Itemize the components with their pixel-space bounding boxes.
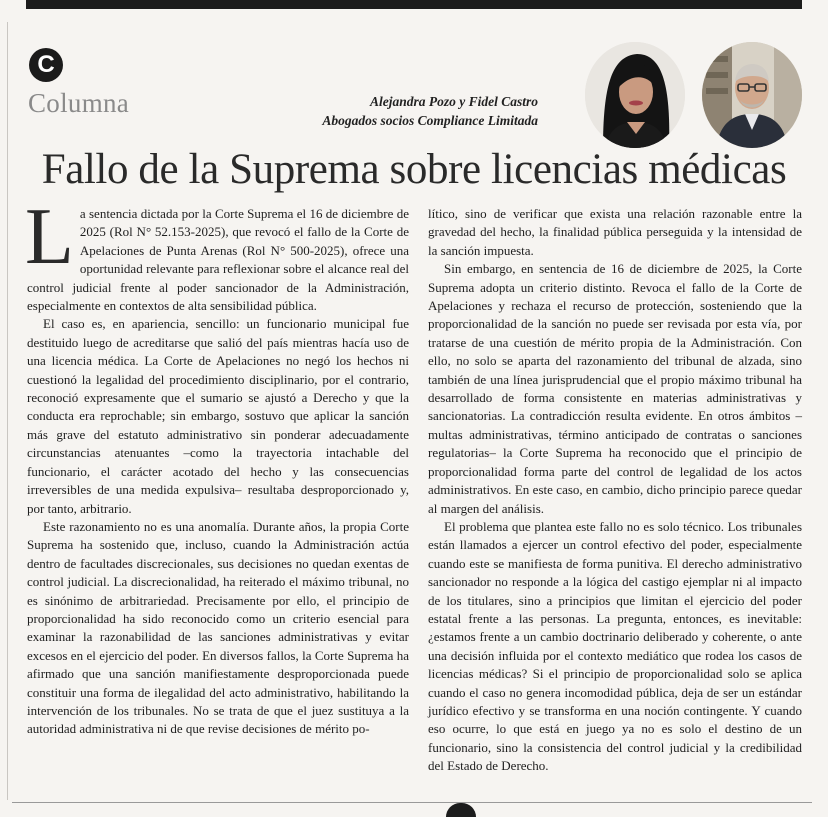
article-paragraph: El problema que plantea este fallo no es solo técnico. Los tribunales están llamados a ejercer un control efectivo del poder, especialmente cuando este se manifiesta de forma punitiva. El derecho administrativo sancionador no responde a la lógica del castigo ejemplar ni al impacto de los titulares, sino a principios que limitan el ejercicio del poder estatal frente a las personas. La pregunta, entonces, es inevitable: ¿estamos frente a un cambio doctrinario deliberado y coherente, o ante una decisión influida por el contexto mediático que rodea los casos de licencias médicas? Si el principio de proporcionalidad solo se aplica cuando el caso no genera incomodidad pública, deja de ser un estándar jurídico efectivo y se transforma en una noción contingente. Y cuando eso ocurre, lo que está en juego ya no es solo el destino de un funcionario, sino la consistencia del control judicial y la credibilidad del Estado de Derecho.: [428, 518, 802, 774]
article-column-right: [428, 205, 802, 776]
top-bar: [26, 0, 802, 9]
article-paragraph: lítico, sino de verificar que exista una relación razonable entre la gravedad del hecho, la finalidad pública perseguida y la intensidad de la sanción impuesta.: [428, 206, 802, 258]
byline: [322, 92, 538, 130]
article-paragraph: El caso es, en apariencia, sencillo: un funcionario municipal fue destituido luego de acreditarse que salió del país mientras hacía uso de una licencia médica. La Corte de Apelaciones no negó los hechos ni cuestionó la legalidad del procedimiento disciplinario, por el contrario, reconoció expresamente que el sumario se ajustó a Derecho y que la conducta era reprochable; sin embargo, sostuvo que aplicar la sanción más grave del estatuto administrativo sin ponderar adecuadamente circunstancias atenuantes –como la trayectoria intachable del funcionario, el carácter acotado del hecho y las consecuencias irreversibles de una medida expulsiva– resultaba desproporcionado y, por tanto, arbitrario.: [27, 316, 409, 516]
article-column-left: [25, 193, 409, 739]
section-label: Columna: [28, 88, 130, 118]
article-paragraph: Sin embargo, en sentencia de 16 de diciembre de 2025, la Corte Suprema adopta un criterio distinto. Revoca el fallo de la Corte de Apelaciones y rechaza el recurso de protección, sosteniendo que la proporcionalidad de la sanción no puede ser revisada por esta vía, por tratarse de una cuestión de mérito propia de la Administración. Con ello, no solo se aparta del razonamiento del tribunal de alzada, sino también de una línea jurisprudencial que el propio máximo tribunal ha desarrollado de forma consistente en materias administrativas y sancionatorias. La contradicción resulta evidente. En otros ámbitos –multas administrativas, término anticipado de contratas o sanciones regulatorias– la Corte Suprema ha reconocido que el principio de proporcionalidad forma parte del control de legalidad de los actos administrativos. En este caso, en cambio, dicho principio parece quedar al margen del análisis.: [428, 261, 802, 516]
left-margin-rule: [7, 22, 8, 800]
author-photo-man: [702, 42, 802, 148]
headline: Fallo de la Suprema sobre licencias médicas: [41, 146, 787, 193]
page-tab-marker: [446, 803, 476, 817]
column-badge-icon: C: [29, 48, 63, 82]
article-paragraph: Este razonamiento no es una anomalía. Durante años, la propia Corte Suprema ha sostenido que, incluso, cuando la Administración actúa dentro de facultades discrecionales, sus decisiones no quedan exentas de control judicial. La discrecionalidad, ha reiterado el máximo tribunal, no es sinónimo de arbitrariedad. Precisamente por ello, el principio de proporcionalidad ha sido reconocido como un criterio esencial para examinar la razonabilidad de las sanciones administrativas y evitar excesos en el ejercicio del poder. En diversos fallos, la Corte Suprema ha afirmado que una sanción manifiestamente desproporcionada puede constituir una forma de ilegalidad del acto administrativo, habilitando la intervención de los tribunales. No se trata de que el juez sustituya a la autoridad administrativa ni de que revise decisiones de mérito po-: [27, 518, 409, 737]
article-paragraph: La sentencia dictada por la Corte Suprema el 16 de diciembre de 2025 (Rol N° 52.153-2025), que revocó el fallo de la Corte de Apelaciones de Punta Arenas (Rol N° 500-2025), ofrece una oportunidad relevante para reflexionar sobre el alcance real del control judicial frente al poder sancionador de la Administración, especialmente en contextos de alta sensibilidad pública.: [25, 193, 409, 314]
author-names: Alejandra Pozo y Fidel Castro: [369, 94, 538, 109]
author-photo-woman: [585, 42, 685, 148]
bottom-rule: [12, 802, 812, 803]
drop-cap: L: [25, 193, 74, 281]
author-role: Abogados socios Compliance Limitada: [322, 113, 538, 128]
